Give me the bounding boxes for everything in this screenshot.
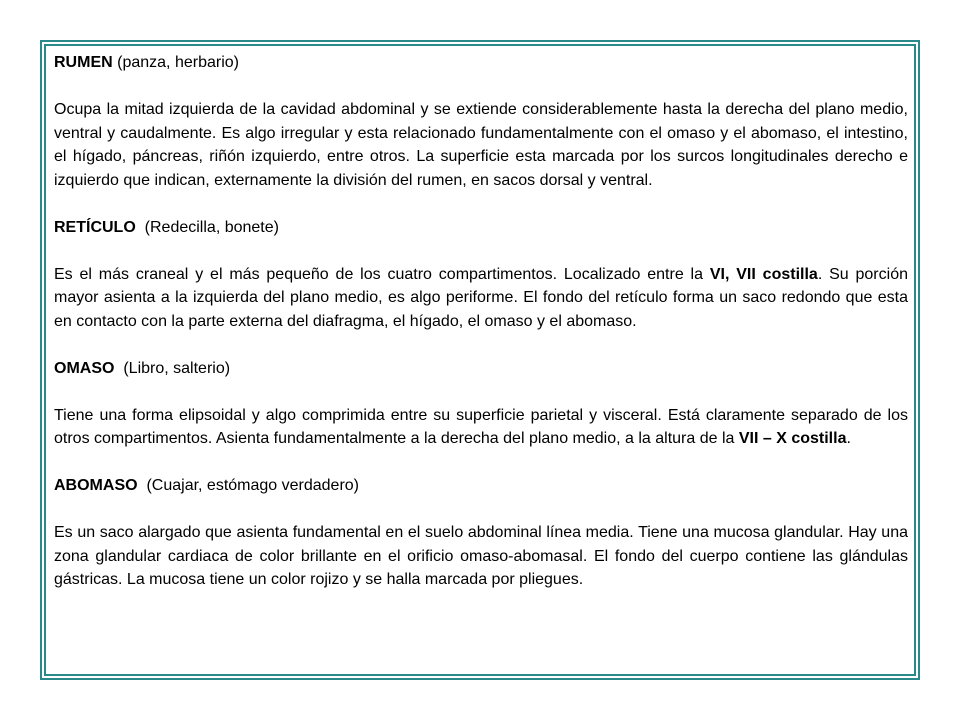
omaso-body-bold: VII – X costilla <box>738 430 847 447</box>
reticulo-title: RETÍCULO <box>54 218 136 236</box>
rumen-heading <box>54 51 908 75</box>
reticulo-heading <box>54 216 908 240</box>
abomaso-title: ABOMASO <box>54 477 138 494</box>
omaso-title: OMASO <box>54 359 115 377</box>
rumen-title: RUMEN <box>54 54 113 71</box>
omaso-body-end: . <box>846 430 851 447</box>
omaso-body-start: Tiene una forma elipsoidal y algo comprimida entre su superficie parietal y visceral. Está claramente separado de los otros compartimentos. Asienta fundamentalmente a la derecha del plano medio, a la altura de la <box>54 406 908 447</box>
omaso-heading <box>54 357 908 381</box>
omaso-paragraph <box>54 404 908 451</box>
rumen-subtitle: (panza, herbario) <box>117 54 239 71</box>
document-content <box>54 51 908 668</box>
reticulo-subtitle: (Redecilla, bonete) <box>144 218 279 236</box>
document-frame-inner <box>44 44 916 676</box>
reticulo-body-bold: VI, VII costilla <box>709 265 818 283</box>
document-frame <box>40 40 920 680</box>
rumen-paragraph: Ocupa la mitad izquierda de la cavidad abdominal y se extiende considerablemente hasta la derecha del plano medio, ventral y caudalmente. Es algo irregular y esta relacionado fundamentalmente con el omaso y el abomaso, el intestino, el hígado, páncreas, riñón izquierdo, entre otros. La superficie esta marcada por los surcos longitudinales derecho e izquierdo que indican, externamente la división del rumen, en sacos dorsal y ventral. <box>54 101 908 189</box>
reticulo-body-start: Es el más craneal y el más pequeño de los cuatro compartimentos. Localizado entre la <box>54 265 710 283</box>
reticulo-paragraph <box>54 263 908 334</box>
reticulo-body-end: . Su porción mayor asienta a la izquierda del plano medio, es algo periforme. El fondo del retículo forma un saco redondo que esta en contacto con la parte externa del diafragma, el hígado, el omaso y el abomaso. <box>54 265 908 330</box>
abomaso-subtitle: (Cuajar, estómago verdadero) <box>146 477 360 494</box>
omaso-subtitle: (Libro, salterio) <box>123 359 231 377</box>
abomaso-paragraph: Es un saco alargado que asienta fundamental en el suelo abdominal línea media. Tiene una mucosa glandular. Hay una zona glandular cardiaca de color brillante en el orificio omaso-abomasal. El fondo del cuerpo contiene las glándulas gástricas. La mucosa tiene un color rojizo y se halla marcada por pliegues. <box>54 524 908 588</box>
abomaso-heading <box>54 474 908 498</box>
